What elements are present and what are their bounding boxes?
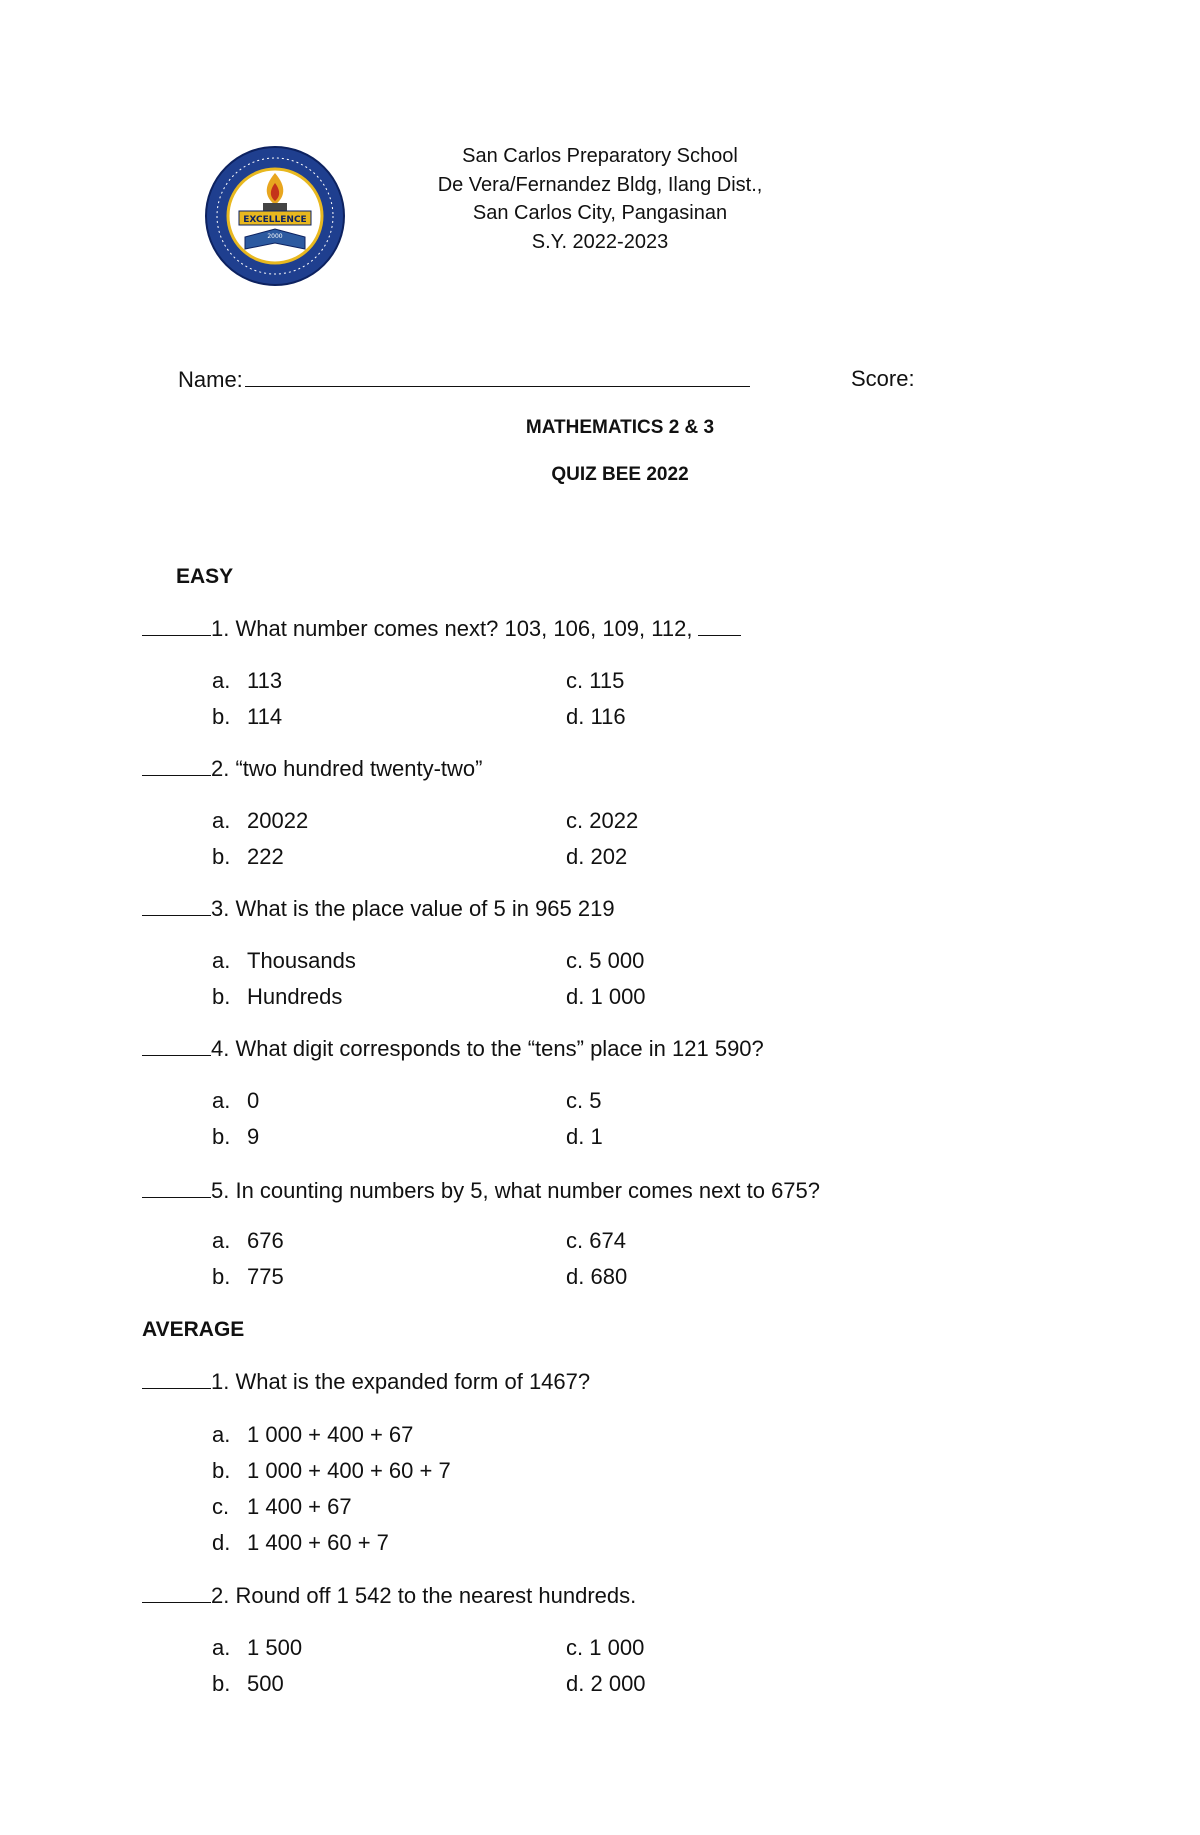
average-question-2: [142, 1583, 636, 1609]
option-d: [566, 984, 646, 1010]
option-c: [566, 808, 638, 834]
score-label: Score:: [851, 366, 915, 391]
answer-blank[interactable]: [142, 617, 211, 636]
event-title: QUIZ BEE 2022: [551, 464, 689, 485]
easy-question-2: [142, 756, 482, 782]
option-letter: c.: [566, 1088, 584, 1113]
option-letter: a.: [212, 1635, 231, 1660]
option-text: 222: [247, 844, 284, 869]
option-a: [212, 948, 356, 974]
option-letter: a.: [212, 1422, 231, 1447]
option-b: [212, 984, 342, 1010]
option-text: 115: [589, 668, 625, 693]
easy-question-5: [142, 1178, 820, 1204]
option-text: 500: [247, 1671, 284, 1696]
answer-blank[interactable]: [142, 1037, 211, 1056]
option-text: 9: [247, 1124, 260, 1149]
option-text: 0: [247, 1088, 260, 1113]
question-text: 1. What is the expanded form of 1467?: [211, 1369, 591, 1394]
option-letter: c.: [566, 668, 584, 693]
option-letter: a.: [212, 668, 231, 693]
answer-blank[interactable]: [142, 1584, 211, 1603]
option-text: 1 500: [247, 1635, 303, 1660]
option-a: [212, 1422, 413, 1448]
question-text: 2. Round off 1 542 to the nearest hundreds.: [211, 1583, 637, 1608]
easy-question-3: [142, 896, 615, 922]
option-text: 2022: [589, 808, 639, 833]
option-letter: c.: [566, 948, 584, 973]
answer-blank[interactable]: [142, 1370, 211, 1389]
option-b: [212, 1124, 259, 1150]
school-year: S.Y. 2022-2023: [531, 230, 669, 253]
option-letter: b.: [212, 704, 231, 729]
option-a: [212, 808, 308, 834]
option-b: [212, 844, 284, 870]
fill-in-blank: [698, 617, 741, 636]
question-text: 5. In counting numbers by 5, what number comes next to 675?: [211, 1178, 821, 1203]
score-row: [851, 366, 915, 392]
average-question-1: [142, 1369, 590, 1395]
easy-question-1: [142, 616, 741, 642]
section-heading-average: AVERAGE: [142, 1318, 245, 1341]
answer-blank[interactable]: [142, 897, 211, 916]
option-text: 1 400 + 60 + 7: [247, 1530, 389, 1555]
option-letter: d.: [566, 984, 585, 1009]
option-text: 113: [247, 668, 283, 693]
option-text: 775: [247, 1264, 284, 1289]
option-a: [212, 1228, 284, 1254]
school-header: [300, 142, 900, 256]
option-text: 1 400 + 67: [247, 1494, 352, 1519]
question-text: 1. What number comes next? 103, 106, 109, 112,: [211, 616, 693, 641]
option-d: [566, 704, 626, 730]
question-text: 3. What is the place value of 5 in 965 219: [211, 896, 615, 921]
answer-blank[interactable]: [142, 757, 211, 776]
option-d: [566, 1124, 603, 1150]
option-letter: b.: [212, 1124, 231, 1149]
option-b: [212, 1671, 284, 1697]
option-letter: d.: [566, 1264, 585, 1289]
svg-text:2000: 2000: [267, 233, 283, 240]
option-c: [566, 668, 624, 694]
option-letter: c.: [566, 808, 584, 833]
option-letter: d.: [566, 1124, 585, 1149]
option-text: 5 000: [589, 948, 645, 973]
option-text: 2 000: [590, 1671, 646, 1696]
option-letter: c.: [566, 1228, 584, 1253]
option-text: 1 000 + 400 + 60 + 7: [247, 1458, 451, 1483]
option-text: Thousands: [247, 948, 356, 973]
option-letter: b.: [212, 1671, 231, 1696]
option-c: [566, 1635, 644, 1661]
option-c: [566, 1088, 602, 1114]
option-letter: b.: [212, 844, 231, 869]
option-a: [212, 1088, 259, 1114]
school-address-line2: San Carlos City, Pangasinan: [472, 202, 728, 224]
option-b: [212, 1458, 451, 1484]
option-text: 1: [590, 1124, 603, 1149]
option-d: [212, 1530, 389, 1556]
option-text: 1 000: [590, 984, 646, 1009]
option-text: 680: [590, 1264, 628, 1289]
option-letter: d.: [212, 1530, 231, 1555]
option-a: [212, 668, 282, 694]
name-field-line[interactable]: [245, 366, 750, 387]
option-text: 5: [589, 1088, 602, 1113]
option-letter: a.: [212, 1228, 231, 1253]
option-b: [212, 1264, 284, 1290]
option-text: 114: [247, 704, 283, 729]
option-letter: d.: [566, 1671, 585, 1696]
option-letter: b.: [212, 1458, 231, 1483]
option-letter: a.: [212, 948, 231, 973]
option-c: [212, 1494, 352, 1520]
easy-question-4: [142, 1036, 764, 1062]
question-text: 2. “two hundred twenty-two”: [211, 756, 483, 781]
option-letter: d.: [566, 844, 585, 869]
option-text: 676: [247, 1228, 284, 1253]
option-letter: b.: [212, 984, 231, 1009]
option-text: Hundreds: [247, 984, 343, 1009]
name-row: [178, 366, 750, 393]
option-d: [566, 1264, 627, 1290]
option-text: 1 000: [589, 1635, 645, 1660]
option-letter: a.: [212, 808, 231, 833]
option-letter: c.: [566, 1635, 584, 1660]
answer-blank[interactable]: [142, 1179, 211, 1198]
section-heading-easy: EASY: [176, 565, 234, 588]
option-text: 674: [589, 1228, 626, 1253]
school-name: San Carlos Preparatory School: [462, 145, 738, 167]
option-d: [566, 1671, 646, 1697]
option-letter: b.: [212, 1264, 231, 1289]
option-letter: d.: [566, 704, 585, 729]
name-label: Name:: [178, 367, 243, 392]
svg-text:EXCELLENCE: EXCELLENCE: [243, 215, 307, 225]
subject-title: MATHEMATICS 2 & 3: [525, 417, 715, 438]
option-b: [212, 704, 282, 730]
option-c: [566, 948, 644, 974]
option-text: 20022: [247, 808, 309, 833]
question-text: 4. What digit corresponds to the “tens” place in 121 590?: [211, 1036, 764, 1061]
option-letter: c.: [212, 1494, 230, 1519]
school-address-line1: De Vera/Fernandez Bldg, Ilang Dist.,: [437, 173, 763, 196]
option-d: [566, 844, 627, 870]
option-a: [212, 1635, 302, 1661]
option-letter: a.: [212, 1088, 231, 1113]
option-text: 1 000 + 400 + 67: [247, 1422, 414, 1447]
option-text: 202: [590, 844, 628, 869]
option-text: 116: [590, 704, 626, 729]
option-c: [566, 1228, 626, 1254]
